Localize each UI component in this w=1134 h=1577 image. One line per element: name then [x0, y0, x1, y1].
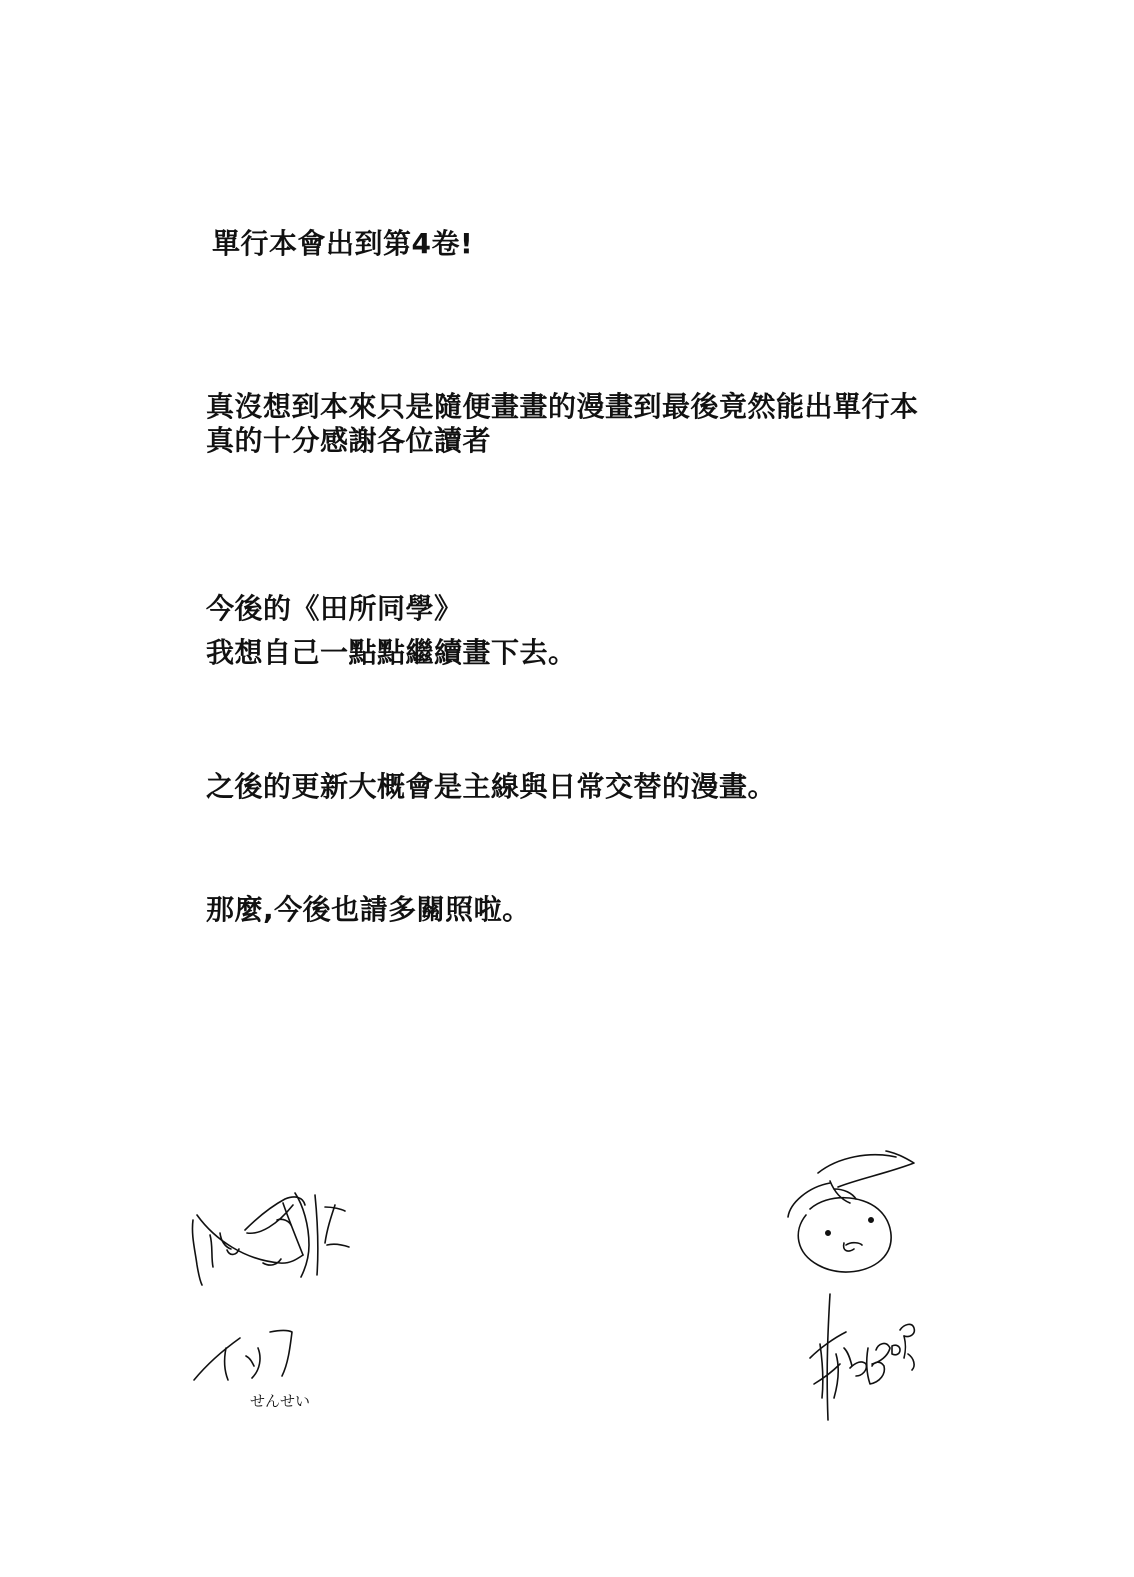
update-note: 之後的更新大概會是主線與日常交替的漫畫。 [206, 770, 777, 803]
left-author-face-sketch [185, 1185, 375, 1295]
left-author-signature [188, 1318, 338, 1413]
future-line-1: 今後的《田所同學》 [206, 592, 463, 625]
left-signature-caption: せんせい [250, 1392, 311, 1410]
closing-line: 那麼,今後也請多關照啦。 [206, 893, 531, 926]
thanks-line-1: 真沒想到本來只是隨便畫畫的漫畫到最後竟然能出單行本 [206, 390, 919, 423]
right-author-signature [800, 1288, 930, 1428]
thanks-line-2: 真的十分感謝各位讀者 [206, 424, 492, 457]
volume-announcement: 單行本會出到第4卷! [212, 227, 474, 260]
future-line-2: 我想自己一點點繼續畫下去。 [206, 636, 577, 669]
right-author-face-sketch [778, 1145, 928, 1280]
